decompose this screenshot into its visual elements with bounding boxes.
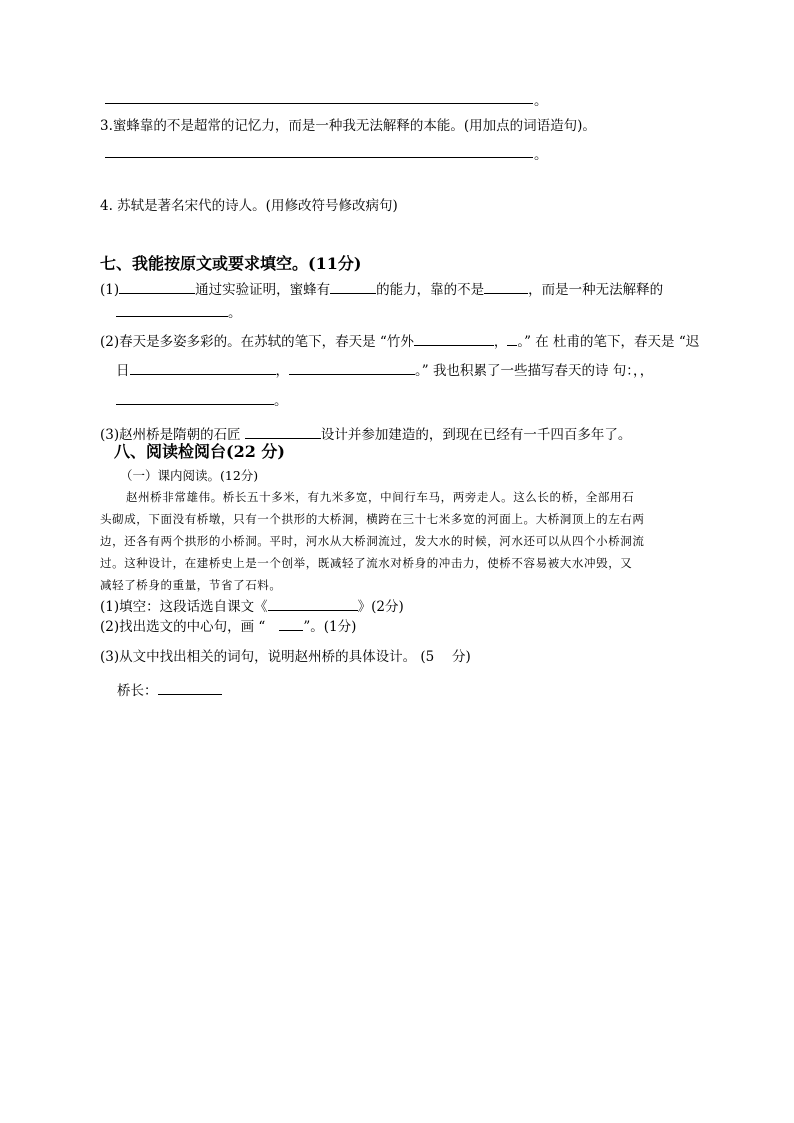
section-7-item-2-cont: 日 ， 。” 我也积累了一些描写春天的诗 句：，， [116,360,653,380]
blank-2-5[interactable] [116,390,274,405]
section-7-heading: 七、我能按原文或要求填空。(11分) [100,254,362,273]
question-6-4: 4. 苏轼是著名宋代的诗人。(用修改符号修改病句) [100,198,398,214]
question-8-1: (1)填空：这段话选自课文《 》(2分) [100,596,404,616]
section-7-item-1: (1) 通过实验证明，蜜蜂有 的能力，靠的不是 ，而是一种无法解释的 [100,279,663,299]
passage-line-3: 边，还各有两个拱形的小桥洞。平时，河水从大桥洞流过，发大水的时候，河水还可以从四个小桥洞流 [100,534,645,548]
blank-8-3[interactable] [158,680,222,695]
section-8-subheading: （一）课内阅读。(12分) [120,468,259,483]
blank-2-2[interactable] [507,331,517,346]
blank-1-3[interactable] [484,279,528,294]
blank-8-1[interactable] [268,596,358,611]
answer-line-2[interactable] [105,157,533,158]
section-7-item-1-cont: 。 [116,302,242,322]
blank-3-1[interactable] [245,424,321,439]
passage-line-1: 赵州桥非常雄伟。桥长五十多米，有九米多宽，中间行车马，两旁走人。这么长的桥，全部用石 [126,490,635,504]
passage-line-2: 头砌成，下面没有桥墩，只有一个拱形的大桥洞，横跨在三十七米多宽的河面上。大桥洞顶上的左右两 [100,512,645,526]
question-6-3: 3.蜜蜂靠的不是超常的记忆力，而是一种我无法解释的本能。(用加点的词语造句)。 [100,118,596,134]
blank-1-2[interactable] [330,279,376,294]
answer-line-1[interactable] [105,103,533,104]
question-8-2: (2)找出选文的中心句，画 “ ”。(1分) [100,616,356,636]
blank-1-4[interactable] [116,302,228,317]
blank-1-1[interactable] [119,279,195,294]
section-7-item-2-cont2: 。 [116,390,288,410]
answer-bridge-length: 桥长： [117,680,222,700]
blank-2-1[interactable] [414,331,494,346]
question-8-3: (3)从文中找出相关的词句，说明赵州桥的具体设计。 (5 分) [100,649,471,665]
answer-line-2-end: 。 [534,147,548,163]
section-8-heading: 八、阅读检阅台(22 分) [114,442,285,461]
blank-2-4[interactable] [289,360,415,375]
passage-line-4: 过。这种设计，在建桥史上是一个创举，既减轻了流水对桥身的冲击力，使桥不容易被大水冲毁，又 [100,556,633,570]
answer-line-1-end: 。 [534,93,548,109]
section-7-item-3: (3)赵州桥是隋朝的石匠 设计并参加建造的，到现在已经有一千四百多年了。 [100,424,631,444]
blank-8-2[interactable] [279,616,303,631]
blank-2-3[interactable] [130,360,276,375]
passage-line-5: 减轻了桥身的重量，节省了石料。 [100,578,282,592]
section-7-item-2: (2)春天是多姿多彩的。在苏轼的笔下，春天是 “竹外 ， 。” 在 杜甫的笔下，春天是 “迟 [100,331,699,351]
